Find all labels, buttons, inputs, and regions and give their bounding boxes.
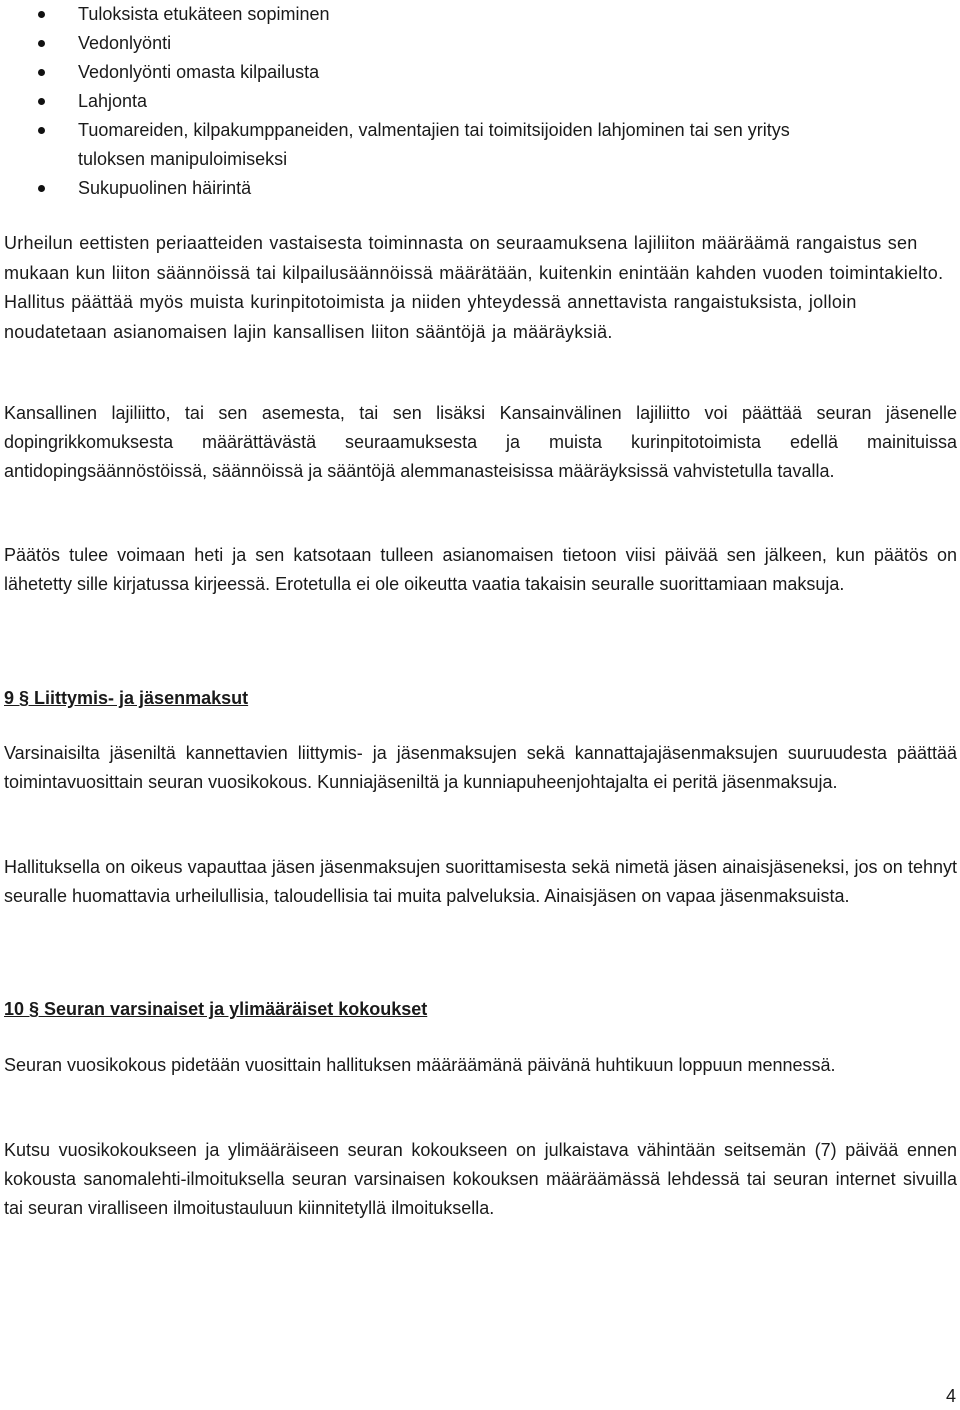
bullet-icon [38,98,45,105]
bullet-icon [38,11,45,18]
list-item-text: Lahjonta [78,91,148,111]
list-item [0,58,960,87]
list-item [0,174,960,203]
bullet-icon [38,69,45,76]
paragraph-exemption: Hallituksella on oikeus vapauttaa jäsen jäsenmaksujen suorittamisesta sekä nimetä jäsen ainaisjäseneksi, jos on tehnyt seuralle huomattavia urheilullisia, taloudellisia tai muita palveluksia. Ainaisjäsen on vapaa jäsenmaksuista. [4,857,957,907]
section-heading-9: 9 § Liittymis- ja jäsenmaksut [4,688,249,708]
list-item-text: Tuomareiden, kilpakumppaneiden, valmentajien tai toimitsijoiden lahjominen tai sen yritys tuloksen manipuloimiseksi [78,120,790,169]
bullet-icon [38,185,45,192]
list-item [0,29,960,58]
list-item-text: Vedonlyönti omasta kilpailusta [78,62,320,82]
paragraph-fees: Varsinaisilta jäseniltä kannettavien liittymis- ja jäsenmaksujen sekä kannattajajäsenmaksujen suuruudesta päättää toimintavuosittain seuran vuosikokous. Kunniajäseniltä ja kunniapuheenjohtajalta ei peritä jäsenmaksuja. [4,743,957,793]
paragraph-annual-meeting: Seuran vuosikokous pidetään vuosittain hallituksen määräämänä päivänä huhtikuun loppuun mennessä. [4,1055,836,1075]
paragraph-doping: Kansallinen lajiliitto, tai sen asemesta, tai sen lisäksi Kansainvälinen lajiliitto voi päättää seuran jäsenelle dopingrikkomuksesta määrättävästä seuraamuksesta ja muista kurinpitotoimista edellä mainituissa antidopingsäännöstöissä, säännöissä ja sääntöjä alemmanasteisissa määräyksissä vahvistetulla tavalla. [4,403,957,482]
list-item-text: Sukupuolinen häirintä [78,178,252,198]
list-item [0,116,960,174]
bullet-icon [38,127,45,134]
list-item-text: Vedonlyönti [78,33,172,53]
paragraph-sanctions: Urheilun eettisten periaatteiden vastaisesta toiminnasta on seuraamuksena lajiliiton määräämä rangaistus sen mukaan kun liiton säännöissä tai kilpailusäännöissä määrätään, kuitenkin enintään kahden vuoden toimintakielto. Hallitus päättää myös muista kurinpitotoimista ja niiden yhteydessä annettavista rangaistuksista, jolloin noudatetaan asianomaisen lajin kansallisen liiton sääntöjä ja määräyksiä. [4,233,944,342]
paragraph-invitation: Kutsu vuosikokoukseen ja ylimääräiseen seuran kokoukseen on julkaistava vähintään seitsemän (7) päivää ennen kokousta sanomalehti-ilmoituksella seuran varsinaisen kokouksen määräämässä lehdessä tai seuran internet sivuilla tai seuran viralliseen ilmoitustauluun kiinnitetyllä ilmoituksella. [4,1140,957,1219]
paragraph-decision: Päätös tulee voimaan heti ja sen katsotaan tulleen asianomaisen tietoon viisi päivää sen jälkeen, kun päätös on lähetetty sille kirjatussa kirjeessä. Erotetulla ei ole oikeutta vaatia takaisin seuralle suorittamiaan maksuja. [4,545,957,595]
list-item-text: Tuloksista etukäteen sopiminen [78,4,330,24]
section-heading-10: 10 § Seuran varsinaiset ja ylimääräiset kokoukset [4,999,428,1019]
list-item [0,87,960,116]
page-number: 4 [945,1386,956,1406]
list-item [0,0,960,29]
bullet-list [0,0,960,203]
bullet-icon [38,40,45,47]
